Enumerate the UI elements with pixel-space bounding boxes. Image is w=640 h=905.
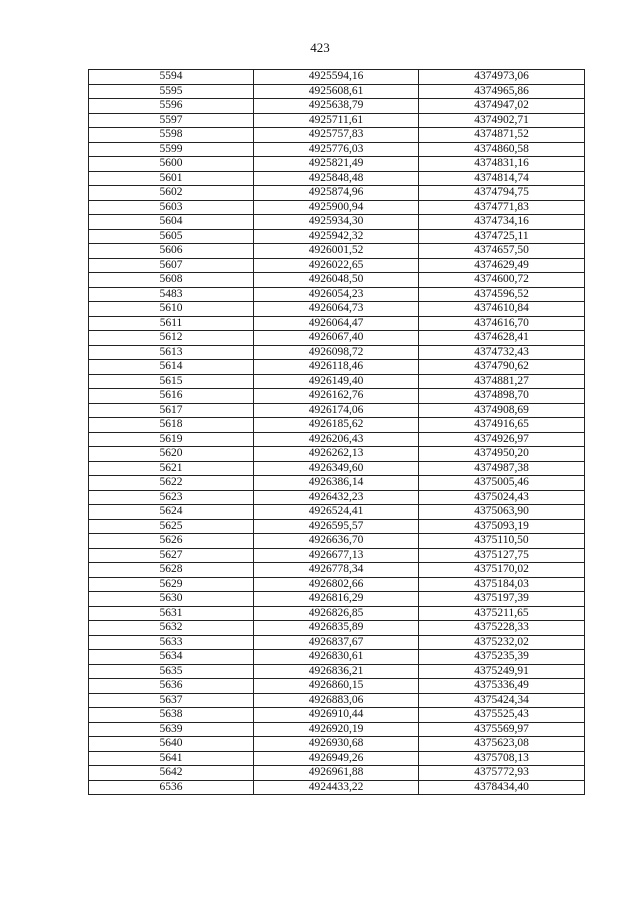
point-number-cell: 5624 — [89, 505, 254, 520]
table-row — [89, 345, 585, 360]
table-row — [89, 751, 585, 766]
point-number-cell: 5640 — [89, 737, 254, 752]
table-row — [89, 316, 585, 331]
table-row — [89, 229, 585, 244]
x-coordinate-cell: 4926778,34 — [254, 563, 419, 578]
point-number-cell: 5641 — [89, 751, 254, 766]
x-coordinate-cell: 4926118,46 — [254, 360, 419, 375]
table-row — [89, 519, 585, 534]
x-coordinate-cell: 4926837,67 — [254, 635, 419, 650]
y-coordinate-cell: 4375127,75 — [419, 548, 585, 563]
x-coordinate-cell: 4926883,06 — [254, 693, 419, 708]
point-number-cell: 5601 — [89, 171, 254, 186]
point-number-cell: 5597 — [89, 113, 254, 128]
point-number-cell: 5620 — [89, 447, 254, 462]
table-row — [89, 766, 585, 781]
x-coordinate-cell: 4926835,89 — [254, 621, 419, 636]
y-coordinate-cell: 4374898,70 — [419, 389, 585, 404]
x-coordinate-cell: 4926054,23 — [254, 287, 419, 302]
table-row — [89, 171, 585, 186]
table-row — [89, 679, 585, 694]
point-number-cell: 5622 — [89, 476, 254, 491]
x-coordinate-cell: 4925608,61 — [254, 84, 419, 99]
x-coordinate-cell: 4926262,13 — [254, 447, 419, 462]
point-number-cell: 5619 — [89, 432, 254, 447]
table-row — [89, 258, 585, 273]
y-coordinate-cell: 4375110,50 — [419, 534, 585, 549]
y-coordinate-cell: 4374629,49 — [419, 258, 585, 273]
point-number-cell: 5637 — [89, 693, 254, 708]
table-row — [89, 84, 585, 99]
point-number-cell: 5625 — [89, 519, 254, 534]
x-coordinate-cell: 4926067,40 — [254, 331, 419, 346]
table-row — [89, 563, 585, 578]
y-coordinate-cell: 4374881,27 — [419, 374, 585, 389]
x-coordinate-cell: 4926022,65 — [254, 258, 419, 273]
y-coordinate-cell: 4374771,83 — [419, 200, 585, 215]
y-coordinate-cell: 4374657,50 — [419, 244, 585, 259]
x-coordinate-cell: 4926524,41 — [254, 505, 419, 520]
point-number-cell: 5629 — [89, 577, 254, 592]
table-row — [89, 461, 585, 476]
point-number-cell: 5628 — [89, 563, 254, 578]
x-coordinate-cell: 4926048,50 — [254, 273, 419, 288]
point-number-cell: 5611 — [89, 316, 254, 331]
point-number-cell: 6536 — [89, 780, 254, 795]
y-coordinate-cell: 4375063,90 — [419, 505, 585, 520]
point-number-cell: 5602 — [89, 186, 254, 201]
x-coordinate-cell: 4926920,19 — [254, 722, 419, 737]
table-row — [89, 621, 585, 636]
table-row — [89, 577, 585, 592]
table-row — [89, 215, 585, 230]
table-row — [89, 113, 585, 128]
x-coordinate-cell: 4926386,14 — [254, 476, 419, 491]
y-coordinate-cell: 4375569,97 — [419, 722, 585, 737]
point-number-cell: 5627 — [89, 548, 254, 563]
y-coordinate-cell: 4374973,06 — [419, 70, 585, 85]
y-coordinate-cell: 4375170,02 — [419, 563, 585, 578]
y-coordinate-cell: 4374734,16 — [419, 215, 585, 230]
x-coordinate-cell: 4925821,49 — [254, 157, 419, 172]
x-coordinate-cell: 4925848,48 — [254, 171, 419, 186]
x-coordinate-cell: 4926174,06 — [254, 403, 419, 418]
point-number-cell: 5621 — [89, 461, 254, 476]
y-coordinate-cell: 4374814,74 — [419, 171, 585, 186]
point-number-cell: 5596 — [89, 99, 254, 114]
y-coordinate-cell: 4374628,41 — [419, 331, 585, 346]
point-number-cell: 5600 — [89, 157, 254, 172]
point-number-cell: 5606 — [89, 244, 254, 259]
y-coordinate-cell: 4374965,86 — [419, 84, 585, 99]
table-row — [89, 548, 585, 563]
x-coordinate-cell: 4925900,94 — [254, 200, 419, 215]
x-coordinate-cell: 4925757,83 — [254, 128, 419, 143]
point-number-cell: 5599 — [89, 142, 254, 157]
point-number-cell: 5594 — [89, 70, 254, 85]
x-coordinate-cell: 4925711,61 — [254, 113, 419, 128]
x-coordinate-cell: 4926830,61 — [254, 650, 419, 665]
table-row — [89, 244, 585, 259]
point-number-cell: 5595 — [89, 84, 254, 99]
x-coordinate-cell: 4924433,22 — [254, 780, 419, 795]
x-coordinate-cell: 4925934,30 — [254, 215, 419, 230]
y-coordinate-cell: 4375093,19 — [419, 519, 585, 534]
table-body — [89, 70, 585, 795]
x-coordinate-cell: 4926206,43 — [254, 432, 419, 447]
x-coordinate-cell: 4926349,60 — [254, 461, 419, 476]
y-coordinate-cell: 4375024,43 — [419, 490, 585, 505]
y-coordinate-cell: 4375228,33 — [419, 621, 585, 636]
y-coordinate-cell: 4378434,40 — [419, 780, 585, 795]
y-coordinate-cell: 4375211,65 — [419, 606, 585, 621]
table-row — [89, 418, 585, 433]
x-coordinate-cell: 4926910,44 — [254, 708, 419, 723]
x-coordinate-cell: 4926860,15 — [254, 679, 419, 694]
table-row — [89, 360, 585, 375]
table-row — [89, 302, 585, 317]
x-coordinate-cell: 4926185,62 — [254, 418, 419, 433]
table-row — [89, 157, 585, 172]
table-row — [89, 99, 585, 114]
table-row — [89, 722, 585, 737]
y-coordinate-cell: 4374831,16 — [419, 157, 585, 172]
x-coordinate-cell: 4926636,70 — [254, 534, 419, 549]
point-number-cell: 5613 — [89, 345, 254, 360]
table-row — [89, 432, 585, 447]
point-number-cell: 5630 — [89, 592, 254, 607]
y-coordinate-cell: 4374987,38 — [419, 461, 585, 476]
y-coordinate-cell: 4374725,11 — [419, 229, 585, 244]
table-row — [89, 708, 585, 723]
y-coordinate-cell: 4374916,65 — [419, 418, 585, 433]
y-coordinate-cell: 4375249,91 — [419, 664, 585, 679]
y-coordinate-cell: 4374732,43 — [419, 345, 585, 360]
table-row — [89, 635, 585, 650]
x-coordinate-cell: 4926677,13 — [254, 548, 419, 563]
y-coordinate-cell: 4374902,71 — [419, 113, 585, 128]
table-row — [89, 592, 585, 607]
coordinates-table — [88, 69, 585, 795]
y-coordinate-cell: 4375184,03 — [419, 577, 585, 592]
y-coordinate-cell: 4374610,84 — [419, 302, 585, 317]
table-row — [89, 403, 585, 418]
x-coordinate-cell: 4926802,66 — [254, 577, 419, 592]
table-row — [89, 490, 585, 505]
x-coordinate-cell: 4926595,57 — [254, 519, 419, 534]
table-row — [89, 693, 585, 708]
point-number-cell: 5605 — [89, 229, 254, 244]
x-coordinate-cell: 4926930,68 — [254, 737, 419, 752]
point-number-cell: 5626 — [89, 534, 254, 549]
point-number-cell: 5617 — [89, 403, 254, 418]
y-coordinate-cell: 4375708,13 — [419, 751, 585, 766]
y-coordinate-cell: 4375197,39 — [419, 592, 585, 607]
table-row — [89, 331, 585, 346]
x-coordinate-cell: 4926816,29 — [254, 592, 419, 607]
table-row — [89, 447, 585, 462]
x-coordinate-cell: 4925638,79 — [254, 99, 419, 114]
table-row — [89, 606, 585, 621]
y-coordinate-cell: 4375005,46 — [419, 476, 585, 491]
x-coordinate-cell: 4926064,47 — [254, 316, 419, 331]
point-number-cell: 5614 — [89, 360, 254, 375]
y-coordinate-cell: 4374926,97 — [419, 432, 585, 447]
x-coordinate-cell: 4926162,76 — [254, 389, 419, 404]
x-coordinate-cell: 4925874,96 — [254, 186, 419, 201]
point-number-cell: 5618 — [89, 418, 254, 433]
y-coordinate-cell: 4374600,72 — [419, 273, 585, 288]
table-row — [89, 664, 585, 679]
point-number-cell: 5612 — [89, 331, 254, 346]
x-coordinate-cell: 4926064,73 — [254, 302, 419, 317]
point-number-cell: 5634 — [89, 650, 254, 665]
x-coordinate-cell: 4926836,21 — [254, 664, 419, 679]
x-coordinate-cell: 4925942,32 — [254, 229, 419, 244]
x-coordinate-cell: 4926826,85 — [254, 606, 419, 621]
point-number-cell: 5607 — [89, 258, 254, 273]
x-coordinate-cell: 4926149,40 — [254, 374, 419, 389]
y-coordinate-cell: 4375623,08 — [419, 737, 585, 752]
point-number-cell: 5636 — [89, 679, 254, 694]
y-coordinate-cell: 4374794,75 — [419, 186, 585, 201]
x-coordinate-cell: 4926961,88 — [254, 766, 419, 781]
table-row — [89, 476, 585, 491]
point-number-cell: 5603 — [89, 200, 254, 215]
point-number-cell: 5483 — [89, 287, 254, 302]
point-number-cell: 5615 — [89, 374, 254, 389]
y-coordinate-cell: 4375232,02 — [419, 635, 585, 650]
table-row — [89, 737, 585, 752]
y-coordinate-cell: 4375235,39 — [419, 650, 585, 665]
point-number-cell: 5633 — [89, 635, 254, 650]
table-row — [89, 389, 585, 404]
table-row — [89, 70, 585, 85]
point-number-cell: 5623 — [89, 490, 254, 505]
table-row — [89, 534, 585, 549]
table-row — [89, 650, 585, 665]
point-number-cell: 5632 — [89, 621, 254, 636]
point-number-cell: 5604 — [89, 215, 254, 230]
x-coordinate-cell: 4925776,03 — [254, 142, 419, 157]
point-number-cell: 5635 — [89, 664, 254, 679]
y-coordinate-cell: 4374908,69 — [419, 403, 585, 418]
y-coordinate-cell: 4375424,34 — [419, 693, 585, 708]
y-coordinate-cell: 4374790,62 — [419, 360, 585, 375]
point-number-cell: 5608 — [89, 273, 254, 288]
y-coordinate-cell: 4375525,43 — [419, 708, 585, 723]
table-row — [89, 128, 585, 143]
table-row — [89, 186, 585, 201]
table-row — [89, 142, 585, 157]
y-coordinate-cell: 4375336,49 — [419, 679, 585, 694]
point-number-cell: 5616 — [89, 389, 254, 404]
table-row — [89, 374, 585, 389]
x-coordinate-cell: 4926098,72 — [254, 345, 419, 360]
table-row — [89, 505, 585, 520]
y-coordinate-cell: 4374871,52 — [419, 128, 585, 143]
x-coordinate-cell: 4926432,23 — [254, 490, 419, 505]
point-number-cell: 5598 — [89, 128, 254, 143]
table-row — [89, 200, 585, 215]
point-number-cell: 5610 — [89, 302, 254, 317]
y-coordinate-cell: 4374616,70 — [419, 316, 585, 331]
point-number-cell: 5642 — [89, 766, 254, 781]
page-number: 423 — [310, 40, 330, 55]
table-row — [89, 273, 585, 288]
y-coordinate-cell: 4374596,52 — [419, 287, 585, 302]
point-number-cell: 5631 — [89, 606, 254, 621]
point-number-cell: 5639 — [89, 722, 254, 737]
x-coordinate-cell: 4926949,26 — [254, 751, 419, 766]
point-number-cell: 5638 — [89, 708, 254, 723]
y-coordinate-cell: 4374860,58 — [419, 142, 585, 157]
y-coordinate-cell: 4375772,93 — [419, 766, 585, 781]
table-row — [89, 780, 585, 795]
x-coordinate-cell: 4925594,16 — [254, 70, 419, 85]
y-coordinate-cell: 4374947,02 — [419, 99, 585, 114]
x-coordinate-cell: 4926001,52 — [254, 244, 419, 259]
y-coordinate-cell: 4374950,20 — [419, 447, 585, 462]
table-row — [89, 287, 585, 302]
